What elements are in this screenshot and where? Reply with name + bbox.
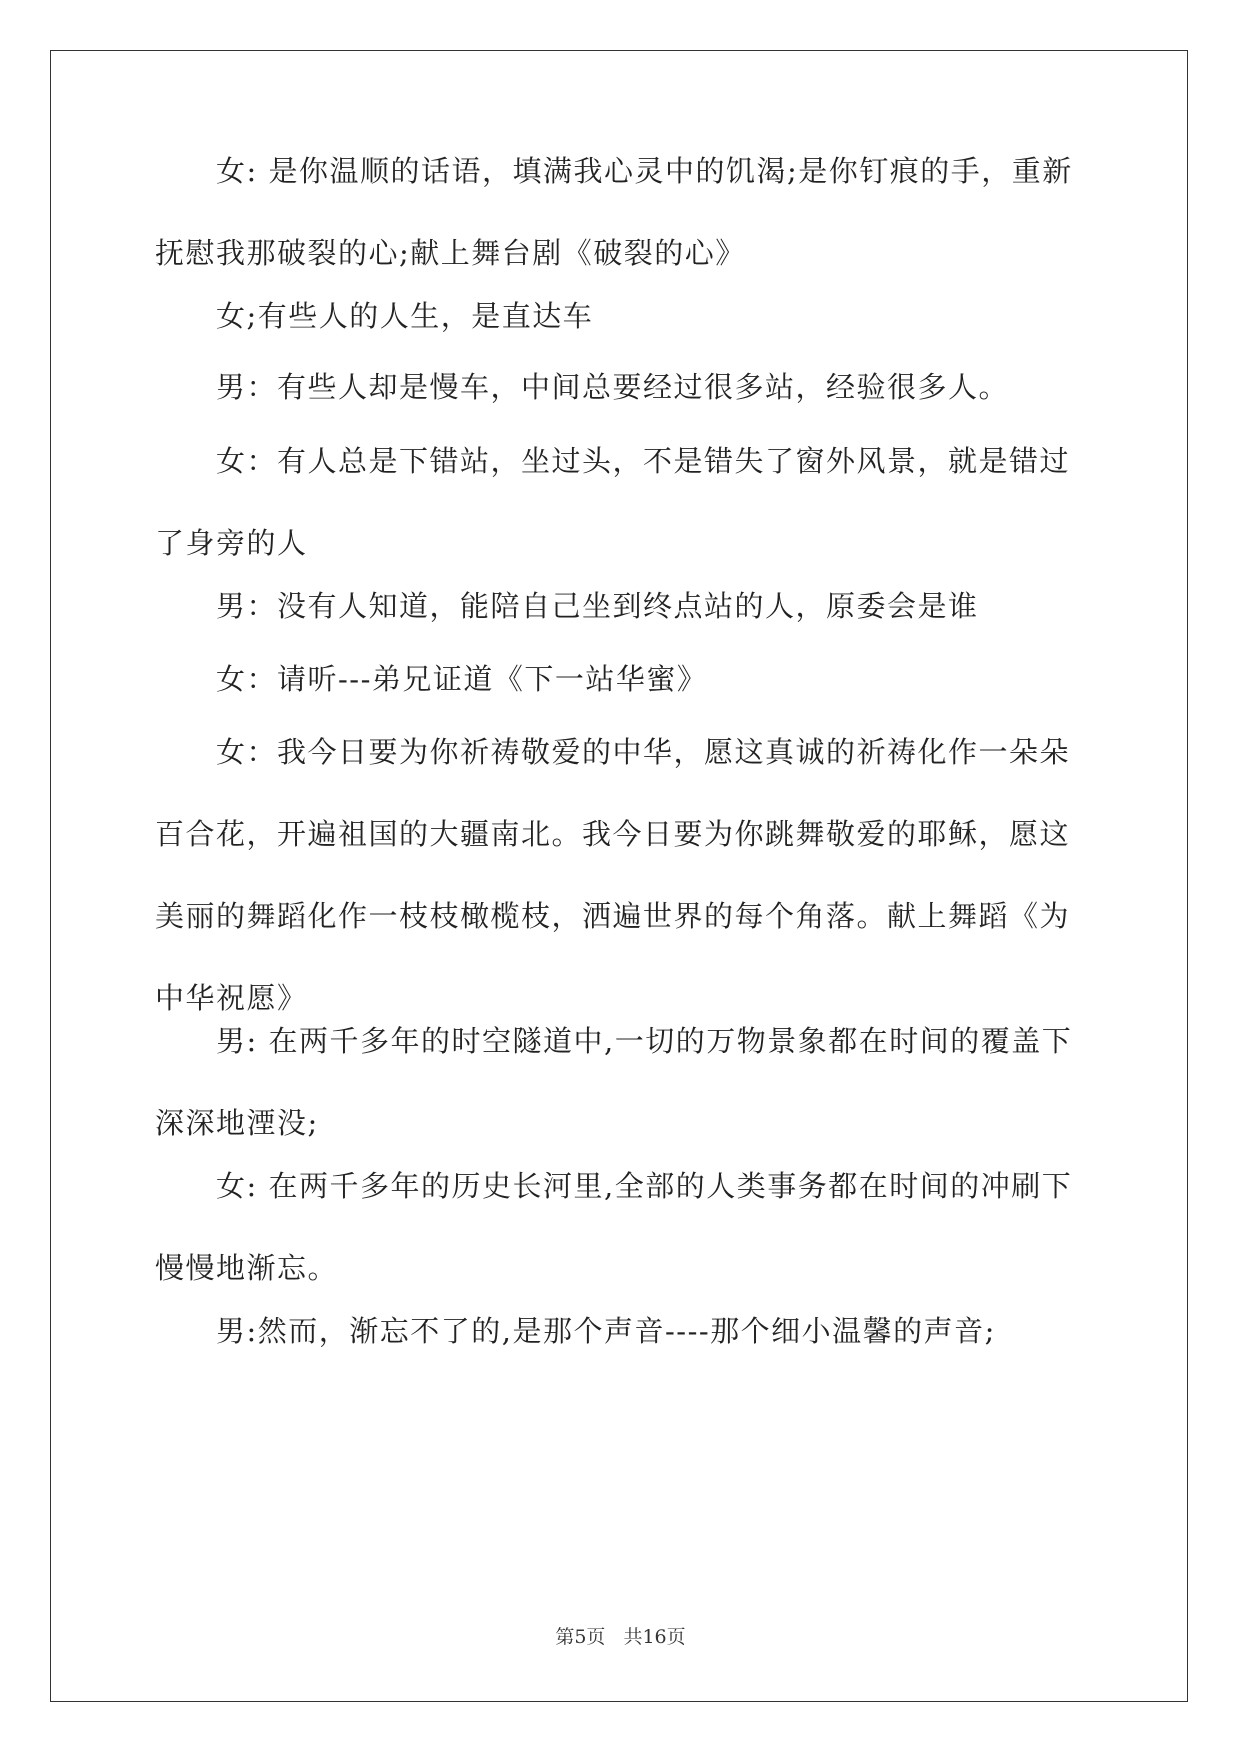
text-line: 男：有些人却是慢车，中间总要经过很多站，经验很多人。 [155,370,1010,404]
text-line: 男:然而，渐忘不了的,是那个声音----那个细小温馨的声音; [155,1314,996,1348]
paragraph [155,565,1091,647]
text-line: 女：有人总是下错站，坐过头，不是错失了窗外风景，就是错过 [155,444,1071,478]
text-line: 女：请听---弟兄证道《下一站华蜜》 [155,662,708,696]
text-line: 女: 在两千多年的历史长河里,全部的人类事务都在时间的冲刷下 [155,1169,1073,1203]
paragraph [155,420,1091,584]
paragraph [155,130,1091,294]
paragraph [155,1290,1091,1372]
text-line: 男: 在两千多年的时空隧道中,一切的万物景象都在时间的覆盖下 [155,1024,1073,1058]
paragraph [155,346,1091,428]
text-line: 抚慰我那破裂的心;献上舞台剧《破裂的心》 [155,236,746,270]
text-line: 女: 是你温顺的话语，填满我心灵中的饥渴;是你钉痕的手，重新 [155,154,1073,188]
paragraph [155,1000,1091,1164]
text-line: 百合花，开遍祖国的大疆南北。我今日要为你跳舞敬爱的耶稣，愿这 [155,817,1071,851]
page-number-footer [0,1622,1241,1649]
text-line: 慢慢地渐忘。 [155,1251,339,1285]
paragraph [155,275,1091,357]
text-line: 女;有些人的人生，是直达车 [155,299,594,333]
paragraph [155,1145,1091,1309]
text-line: 了身旁的人 [155,526,308,560]
text-line: 深深地湮没; [155,1106,319,1140]
page-total: 共16页 [623,1626,686,1648]
text-line: 男：没有人知道，能陪自己坐到终点站的人，原委会是谁 [155,589,979,623]
text-line: 中华祝愿》 [155,981,308,1015]
text-line: 女：我今日要为你祈祷敬爱的中华，愿这真诚的祈祷化作一朵朵 [155,735,1071,769]
paragraph [155,711,1091,1039]
text-line: 美丽的舞蹈化作一枝枝橄榄枝，洒遍世界的每个角落。献上舞蹈《为 [155,899,1071,933]
paragraph [155,638,1091,720]
page-current: 第5页 [555,1626,606,1648]
